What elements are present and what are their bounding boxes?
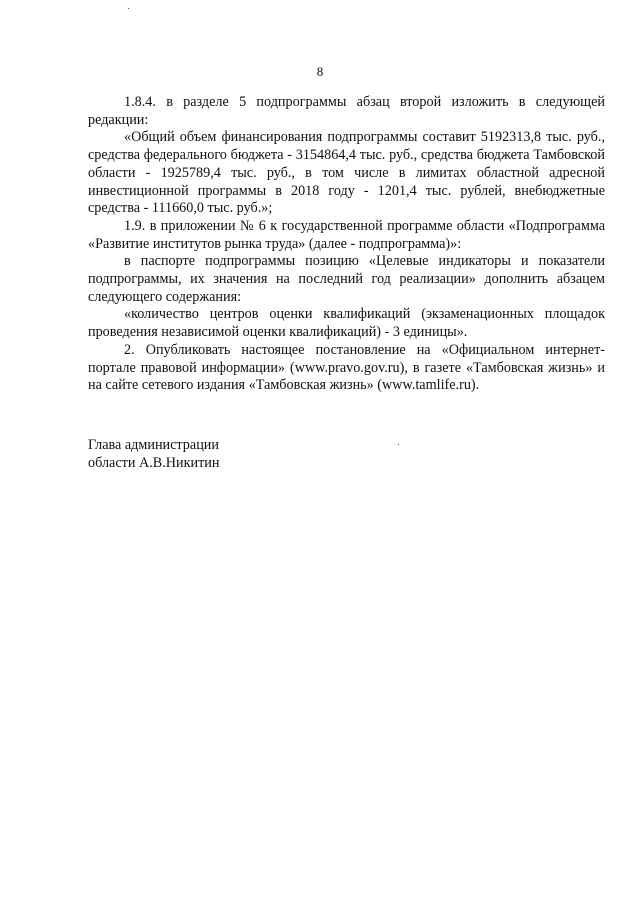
paragraph-passport: в паспорте подпрограммы позицию «Целевые индикаторы и показатели подпрограммы, их значения на последний год реализации» дополнить абзацем следующего содержания:: [88, 253, 605, 305]
paragraph-1-8-4: 1.8.4. в разделе 5 подпрограммы абзац второй изложить в следующей редакции:: [88, 94, 605, 128]
signature-title: Глава администрации: [88, 437, 219, 453]
paragraph-qualification-centers: «количество центров оценки квалификаций (экзаменационных площадок проведения независимой оценки квалификаций) - 3 единицы».: [88, 306, 605, 341]
signature-block: [88, 437, 219, 472]
document-body: [88, 94, 605, 395]
signature-name: области А.В.Никитин: [88, 454, 220, 471]
paragraph-publication: 2. Опубликовать настоящее постановление на «Официальном интернет-портале правовой информации» (www.pravo.gov.ru), в газете «Тамбовская жизнь» и на сайте сетевого издания «Тамбовская жизнь» (www.tamlife.ru).: [88, 341, 605, 394]
paragraph-1-9: 1.9. в приложении № 6 к государственной программе области «Подпрограмма «Развитие институтов рынка труда» (далее - подпрограмма)»:: [88, 217, 605, 252]
scan-speck: [128, 8, 129, 9]
paragraph-financing-quote: «Общий объем финансирования подпрограммы составит 5192313,8 тыс. руб., средства федерального бюджета - 3154864,4 тыс. руб., средства бюджета Тамбовской области - 1925789,4 тыс. руб., в том числе в лимитах областной адресной инвестиционной программы в 2018 году - 1201,4 тыс. рублей, внебюджетные средства - 111660,0 тыс. руб.»;: [88, 129, 605, 217]
scan-speck: [398, 444, 399, 445]
page-number: 8: [316, 64, 324, 79]
